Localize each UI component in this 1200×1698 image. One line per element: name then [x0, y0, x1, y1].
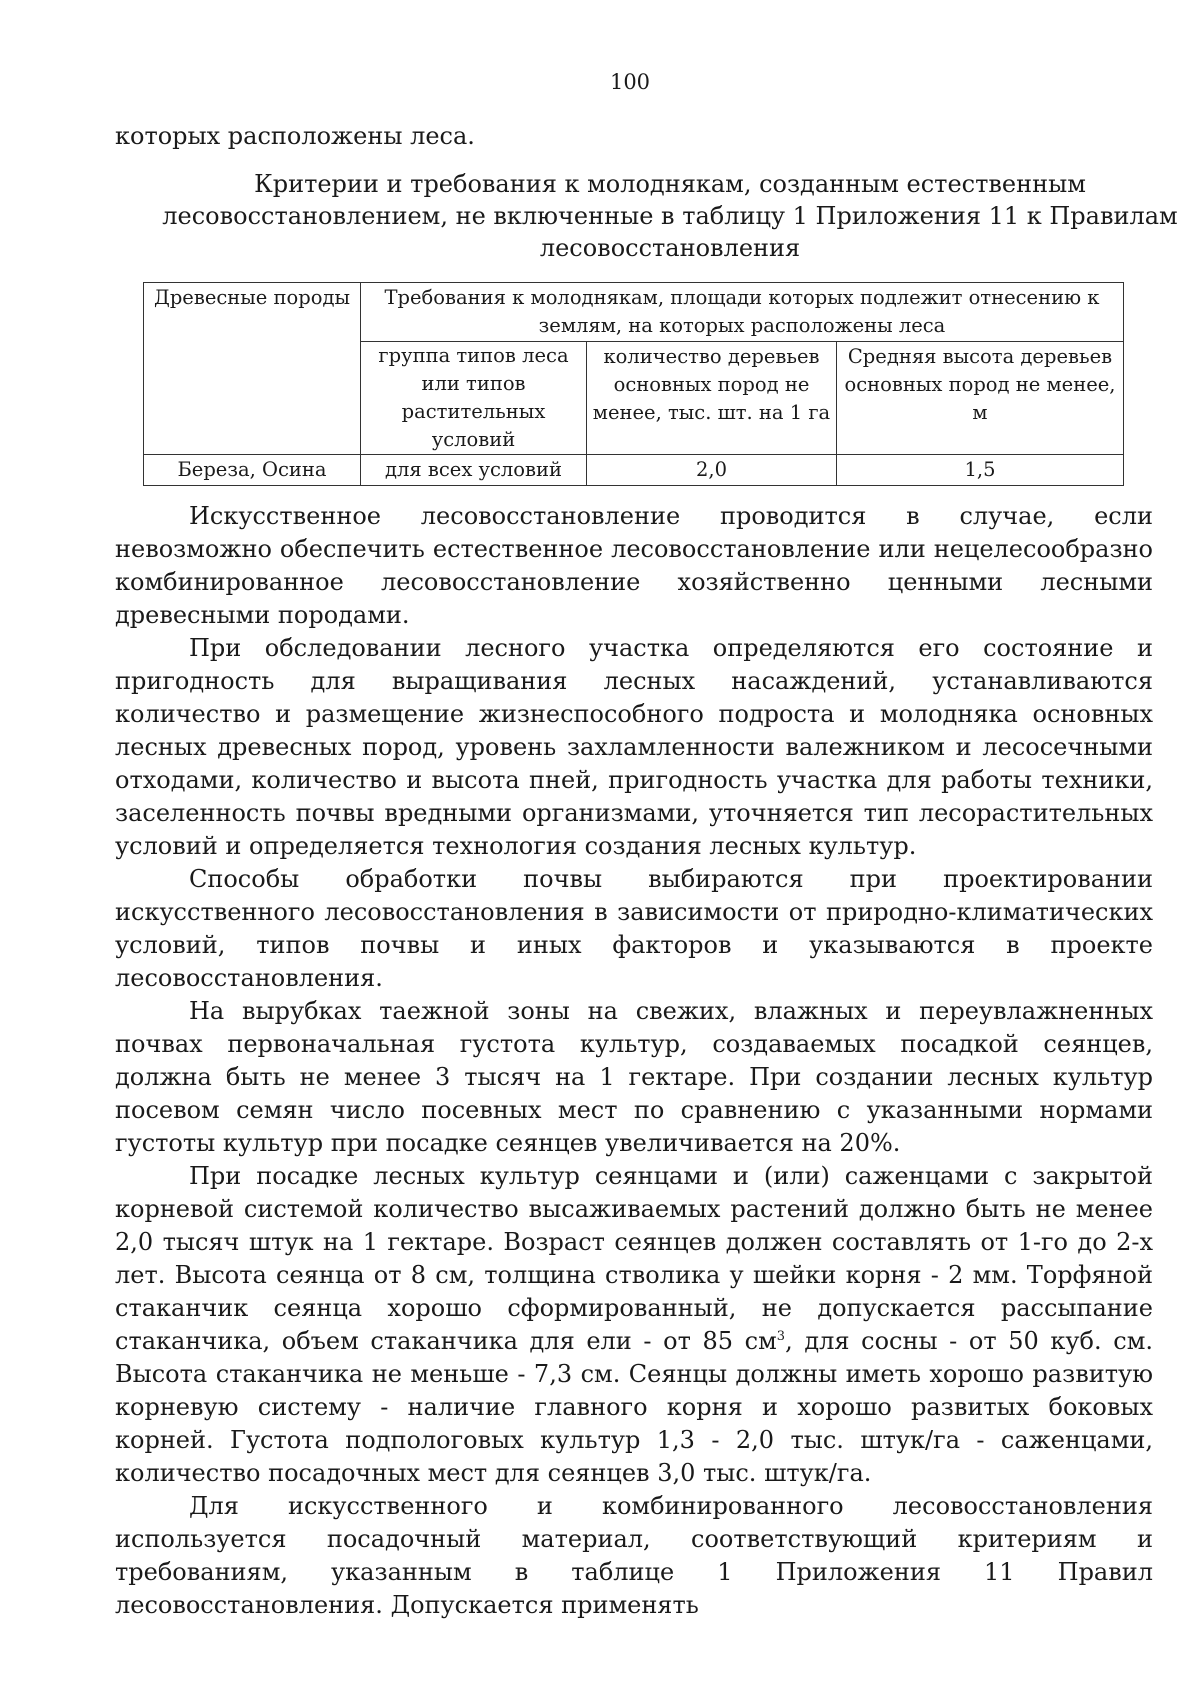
paragraph-1: Искусственное лесовосстановление проводится в случае, если невозможно обеспечить естественное лесовосстановление или нецелесообразно комбинированное лесовосстановление хозяйственно ценными лесными древесными породами.	[115, 502, 1153, 629]
table-heading: Критерии и требования к молоднякам, созданным естественным лесовосстановлением, не включенные в таблицу 1 Приложения 11 к Правилам лесовосстановления	[162, 170, 1178, 262]
subheader-group: группа типов леса или типов растительных условий	[361, 342, 587, 455]
paragraph-2: При обследовании лесного участка определяются его состояние и пригодность для выращивания лесных насаждений, устанавливаются количество и размещение жизнеспособного подроста и молодняка основных лесных древесных пород, уровень захламленности валежником и лесосечными отходами, количество и высота пней, пригодность участка для работы техники, заселенность почвы вредными организмами, уточняется тип лесорастительных условий и определяется технология создания лесных культур.	[115, 634, 1153, 860]
criteria-table	[143, 282, 1124, 486]
cell-group: для всех условий	[361, 455, 587, 486]
paragraph-5-part-2: , для сосны - от 50 куб. см. Высота стаканчика не меньше - 7,3 см. Сеянцы должны иметь хорошо развитую корневую систему - наличие главного корня и хорошо развитых боковых корней. Густота подпологовых культур 1,3 - 2,0 тыс. штук/га - саженцами, количество посадочных мест для сеянцев 3,0 тыс. штук/га.	[115, 1327, 1154, 1487]
subheader-count: количество деревьев основных пород не менее, тыс. шт. на 1 га	[587, 342, 837, 455]
paragraph-4: На вырубках таежной зоны на свежих, влажных и переувлажненных почвах первоначальная густота культур, создаваемых посадкой сеянцев, должна быть не менее 3 тысяч на 1 гектаре. При создании лесных культур посевом семян число посевных мест по сравнению с указанными нормами густоты культур при посадке сеянцев увеличивается на 20%.	[115, 997, 1153, 1157]
paragraph-5	[115, 1160, 1153, 1490]
cell-height: 1,5	[837, 455, 1124, 486]
superscript-cubic: 3	[776, 1329, 786, 1344]
lead-line: которых расположены леса.	[115, 122, 475, 150]
cell-species: Береза, Осина	[144, 455, 361, 486]
cell-count: 2,0	[587, 455, 837, 486]
header-requirements: Требования к молоднякам, площади которых подлежит отнесению к землям, на которых расположены леса	[361, 283, 1124, 342]
page-number: 100	[609, 70, 651, 94]
table-header-row	[144, 283, 1124, 342]
paragraph-6: Для искусственного и комбинированного лесовосстановления используется посадочный материал, соответствующий критериям и требованиям, указанным в таблице 1 Приложения 11 Правил лесовосстановления. Допускается применять	[115, 1492, 1153, 1619]
paragraph-3: Способы обработки почвы выбираются при проектировании искусственного лесовосстановления в зависимости от природно-климатических условий, типов почвы и иных факторов и указываются в проекте лесовосстановления.	[115, 865, 1153, 992]
body-text	[115, 500, 1153, 1622]
table-row	[144, 455, 1124, 486]
subheader-height: Средняя высота деревьев основных пород не менее, м	[837, 342, 1124, 455]
header-species: Древесные породы	[144, 283, 361, 455]
paragraph-5-part-1: При посадке лесных культур сеянцами и (или) саженцами с закрытой корневой системой количество высаживаемых растений должно быть не менее 2,0 тысяч штук на 1 гектаре. Возраст сеянцев должен составлять от 1-го до 2-х лет. Высота сеянца от 8 см, толщина стволика у шейки корня - 2 мм. Торфяной стаканчик сеянца хорошо сформированный, не допускается рассыпание стаканчика, объем стаканчика для ели - от 85 см	[115, 1162, 1153, 1355]
